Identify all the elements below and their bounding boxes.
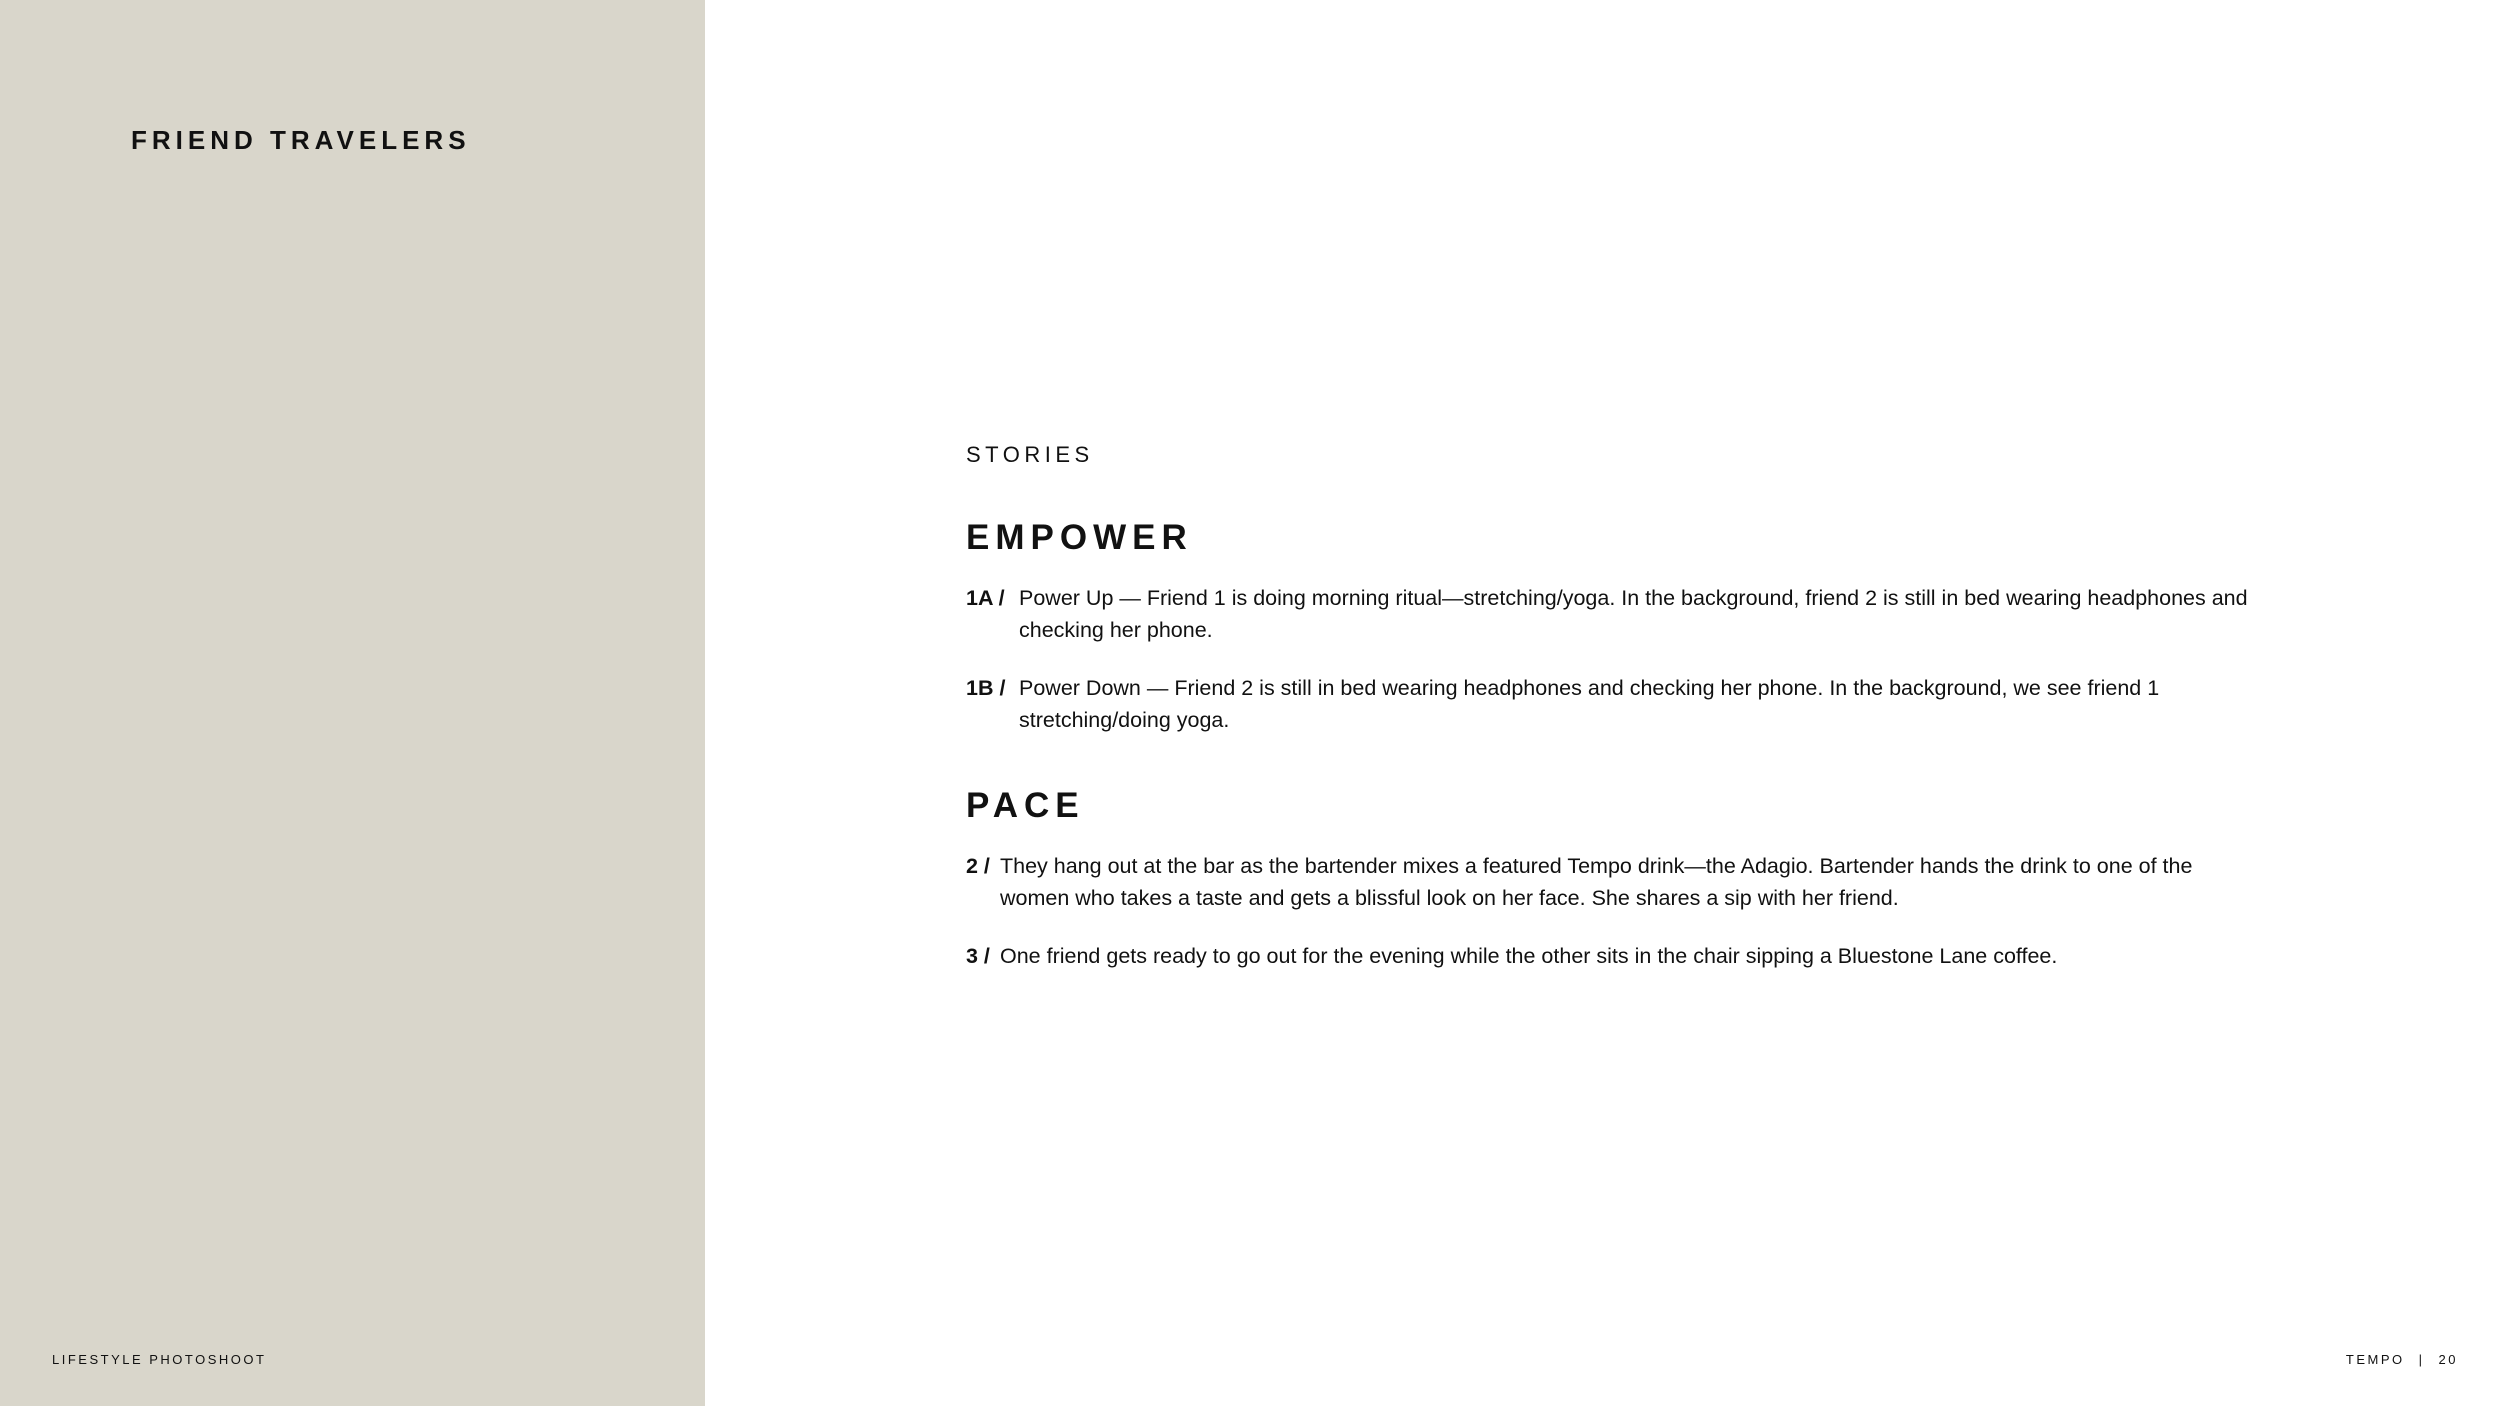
sidebar-title: FRIEND TRAVELERS xyxy=(131,125,471,155)
story-item-3 xyxy=(966,940,2256,972)
section-title-pace: PACE xyxy=(966,786,1085,825)
story-number: 1A / xyxy=(966,586,1005,610)
story-item-2 xyxy=(966,850,2256,914)
story-text: Power Down — Friend 2 is still in bed wearing headphones and checking her phone. In the background, we see friend 1 stretching/doing yoga. xyxy=(1019,676,2160,732)
story-item-1a xyxy=(966,582,2256,646)
story-text: They hang out at the bar as the bartender mixes a featured Tempo drink—the Adagio. Bartender hands the drink to one of the women who takes a taste and gets a blissful look on her face. She shares a sip with her friend. xyxy=(1000,854,2193,910)
story-text: One friend gets ready to go out for the evening while the other sits in the chair sipping a Bluestone Lane coffee. xyxy=(1000,944,2058,968)
sidebar-panel xyxy=(0,0,705,1406)
story-number: 1B / xyxy=(966,676,1006,700)
story-number: 2 / xyxy=(966,854,990,878)
story-item-1b xyxy=(966,672,2256,736)
footer-left-label: LIFESTYLE PHOTOSHOOT xyxy=(52,1352,267,1367)
section-title-empower: EMPOWER xyxy=(966,518,1193,557)
footer-brand: TEMPO xyxy=(2345,1352,2405,1367)
stories-content xyxy=(966,442,2256,998)
page-number: 20 xyxy=(2438,1352,2458,1367)
footer-separator: | xyxy=(2418,1352,2425,1367)
story-number: 3 / xyxy=(966,944,990,968)
footer-right xyxy=(2346,1352,2458,1367)
stories-label: STORIES xyxy=(966,442,1094,467)
story-text: Power Up — Friend 1 is doing morning ritual—stretching/yoga. In the background, friend 2 is still in bed wearing headphones and checking her phone. xyxy=(1019,586,2248,642)
